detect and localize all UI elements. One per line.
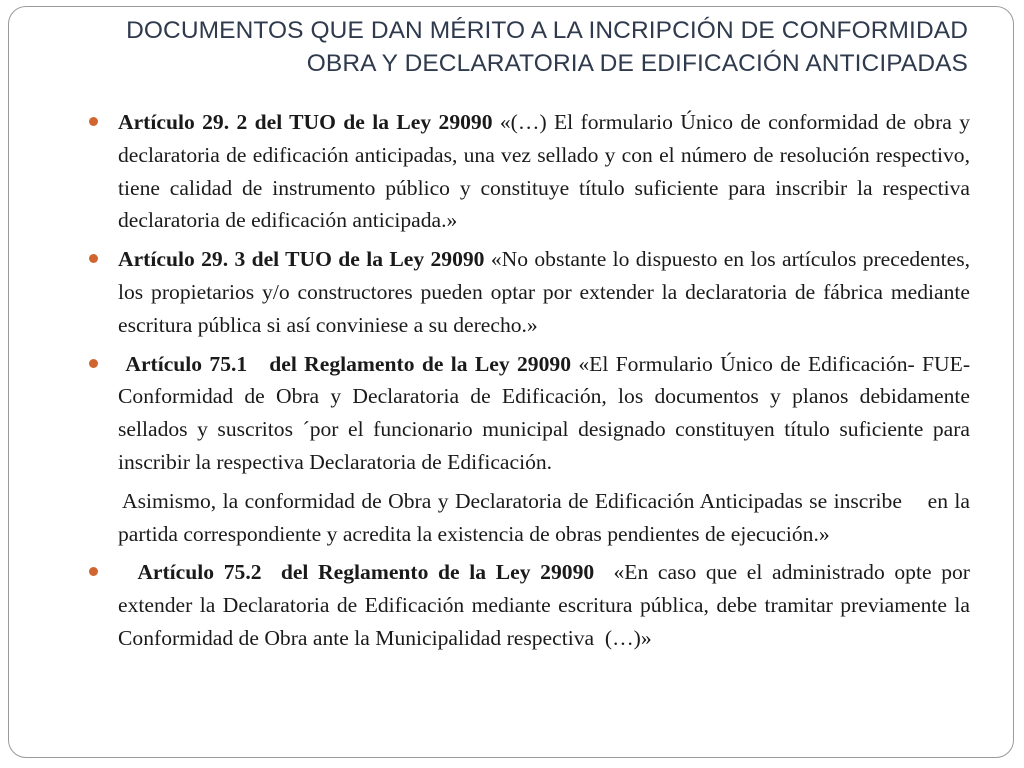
bullet-articulo-29-2 — [118, 106, 970, 237]
article-text: «No obstante lo dispuesto en los artículos precedentes, los propietarios y/o constructores pueden optar por extender la declaratoria de fábrica mediante escritura pública si así conviniese a su derecho.» — [118, 247, 970, 337]
slide-title — [100, 14, 968, 80]
article-reference: Artículo 75.1 del Reglamento de la Ley 29090 — [118, 351, 571, 376]
slide-body — [118, 106, 976, 661]
article-reference: Artículo 75.2 del Reglamento de la Ley 29090 — [118, 560, 595, 585]
title-line-2: OBRA Y DECLARATORIA DE EDIFICACIÓN ANTICIPADAS — [306, 50, 968, 77]
bullet-articulo-29-3 — [118, 243, 970, 341]
article-reference: Artículo 29. 3 del TUO de la Ley 29090 — [118, 247, 485, 272]
article-reference: Artículo 29. 2 del TUO de la Ley 29090 — [118, 110, 493, 134]
bullet-articulo-75-2 — [118, 556, 976, 654]
continuation-text: Asimismo, la conformidad de Obra y Declaratoria de Edificación Anticipadas se inscribe en la partida correspondiente y acredita la existencia de obras pendientes de ejecución.» — [118, 488, 976, 546]
title-line-1: DOCUMENTOS QUE DAN MÉRITO A LA INCRIPCIÓN DE CONFORMIDAD — [126, 17, 968, 44]
article-text: «En caso que el administrado opte por extender la Declaratoria de Edificación mediante escritura pública, debe tramitar previamente la Conformidad de Obra ante la Municipalidad respectiva (…)» — [118, 560, 976, 650]
continuation-paragraph — [118, 485, 976, 551]
bullet-articulo-75-1 — [118, 348, 976, 479]
article-text: «El Formulario Único de Edificación- FUE- Conformidad de Obra y Declaratoria de Edificación, los documentos y planos debidamente sellados y suscritos ´por el funcionario municipal designado constituyen título suficiente para inscribir la respectiva Declaratoria de Edificación. — [118, 351, 976, 474]
article-text: «(…) El formulario Único de conformidad de obra y declaratoria de edificación anticipadas, una vez sellado y con el número de resolución respectivo, tiene calidad de instrumento público y constituye título suficiente para inscribir la respectiva declaratoria de edificación anticipada.» — [118, 110, 971, 233]
